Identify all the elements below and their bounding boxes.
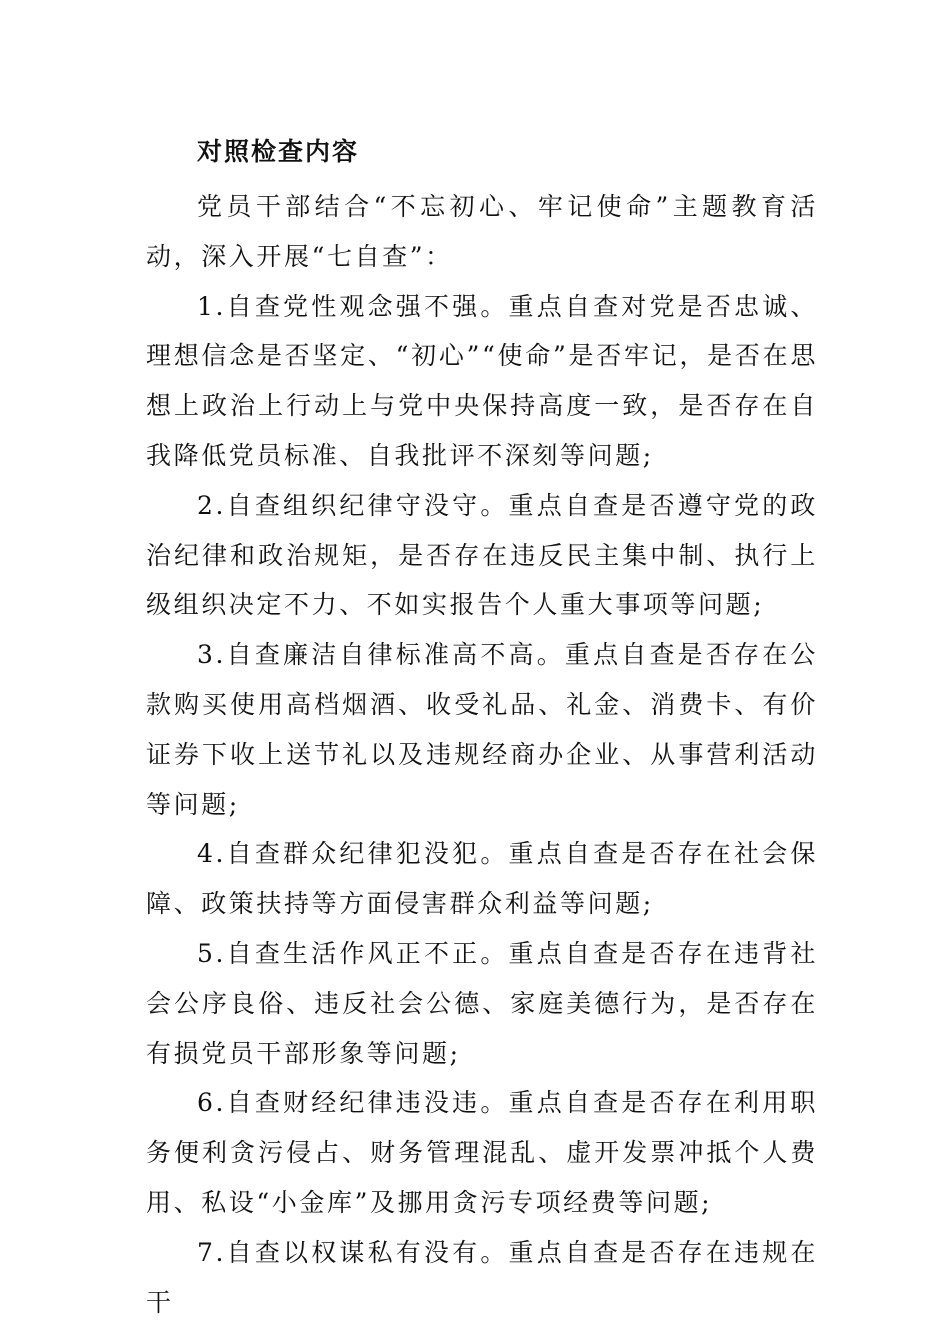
item-paragraph-7: 7.自查以权谋私有没有。重点自查是否存在违规在干 xyxy=(146,1237,818,1317)
item-paragraph-1: 1.自查党性观念强不强。重点自查对党是否忠诚、理想信念是否坚定、“初心”“使命”是否牢记，是否在思想上政治上行动上与党中央保持高度一致，是否存在自我降低党员标准、自我批评不深刻等问题; xyxy=(146,291,818,470)
item-paragraph-2: 2.自查组织纪律守没守。重点自查是否遵守党的政治纪律和政治规矩，是否存在违反民主集中制、执行上级组织决定不力、不如实报告个人重大事项等问题; xyxy=(146,490,818,620)
document-title: 对照检查内容 xyxy=(197,137,360,166)
item-paragraph-4: 4.自查群众纪律犯没犯。重点自查是否存在社会保障、政策扶持等方面侵害群众利益等问题; xyxy=(146,839,818,919)
document-body xyxy=(146,182,818,1327)
item-paragraph-3: 3.自查廉洁自律标准高不高。重点自查是否存在公款购买使用高档烟酒、收受礼品、礼金、消费卡、有价证券下收上送节礼以及违规经商办企业、从事营利活动等问题; xyxy=(146,640,818,819)
item-paragraph-6: 6.自查财经纪律违没违。重点自查是否存在利用职务便利贪污侵占、财务管理混乱、虚开发票冲抵个人费用、私设“小金库”及挪用贪污专项经费等问题; xyxy=(146,1088,818,1217)
intro-paragraph: 党员干部结合“不忘初心、牢记使命”主题教育活动，深入开展“七自查”： xyxy=(146,192,818,271)
item-paragraph-5: 5.自查生活作风正不正。重点自查是否存在违背社会公序良俗、违反社会公德、家庭美德行为，是否存在有损党员干部形象等问题; xyxy=(146,938,818,1068)
